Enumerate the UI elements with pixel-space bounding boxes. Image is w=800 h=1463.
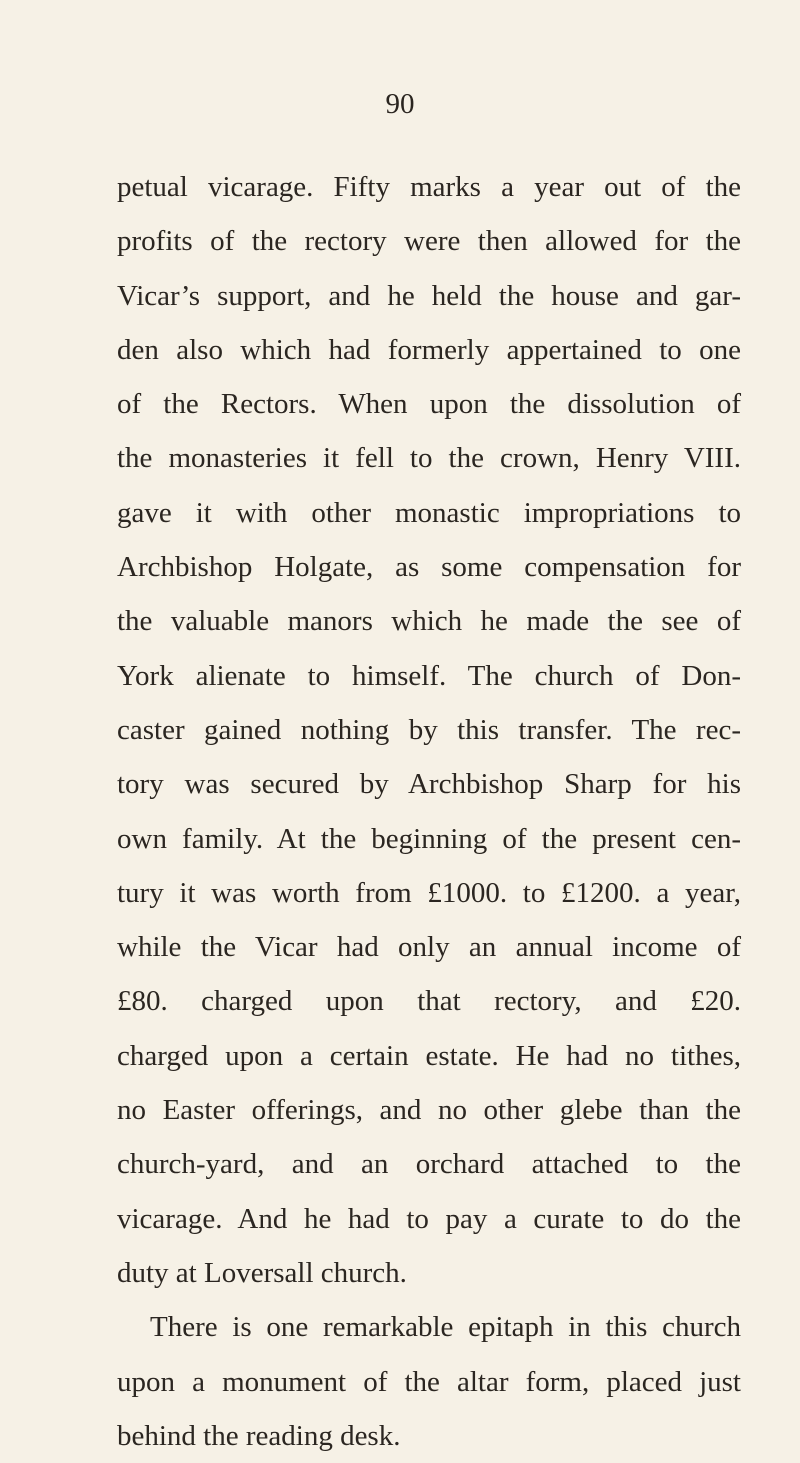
text-line: petual vicarage. Fifty marks a year out of the bbox=[117, 171, 741, 203]
text-line: the valuable manors which he made the see of bbox=[117, 605, 741, 638]
text-line: vicarage. And he had to pay a curate to do the bbox=[117, 1202, 741, 1235]
text-line: church-yard, and an orchard attached to the bbox=[117, 1148, 741, 1181]
text-line: no Easter offerings, and no other glebe than the bbox=[117, 1094, 741, 1127]
text-line: the monasteries it fell to the crown, Henry VIII. bbox=[117, 442, 741, 475]
body-text bbox=[117, 160, 741, 1463]
text-line: gave it with other monastic impropriations to bbox=[117, 496, 741, 529]
text-line: duty at Loversall church. bbox=[117, 1256, 407, 1289]
text-line: profits of the rectory were then allowed for the bbox=[117, 225, 741, 258]
page-number: 90 bbox=[385, 88, 415, 120]
text-line: behind the reading desk. bbox=[117, 1419, 401, 1452]
text-line: £80. charged upon that rectory, and £20. bbox=[117, 985, 741, 1018]
text-line: own family. At the beginning of the present cen- bbox=[117, 822, 741, 855]
text-line: tury it was worth from £1000. to £1200. a year, bbox=[117, 876, 741, 909]
text-line: den also which had formerly appertained to one bbox=[117, 333, 741, 366]
text-line: caster gained nothing by this transfer. The rec- bbox=[117, 713, 741, 746]
text-line: York alienate to himself. The church of Don- bbox=[117, 659, 741, 692]
text-line: of the Rectors. When upon the dissolution of bbox=[117, 388, 741, 421]
text-line: Vicar’s support, and he held the house and gar- bbox=[117, 279, 741, 312]
text-line: charged upon a certain estate. He had no tithes, bbox=[117, 1039, 741, 1072]
text-line: tory was secured by Archbishop Sharp for his bbox=[117, 768, 741, 801]
text-line: upon a monument of the altar form, placed just bbox=[117, 1365, 741, 1398]
text-line: while the Vicar had only an annual income of bbox=[117, 931, 741, 964]
text-line: There is one remarkable epitaph in this church bbox=[150, 1311, 741, 1344]
text-line: Archbishop Holgate, as some compensation for bbox=[117, 551, 741, 584]
